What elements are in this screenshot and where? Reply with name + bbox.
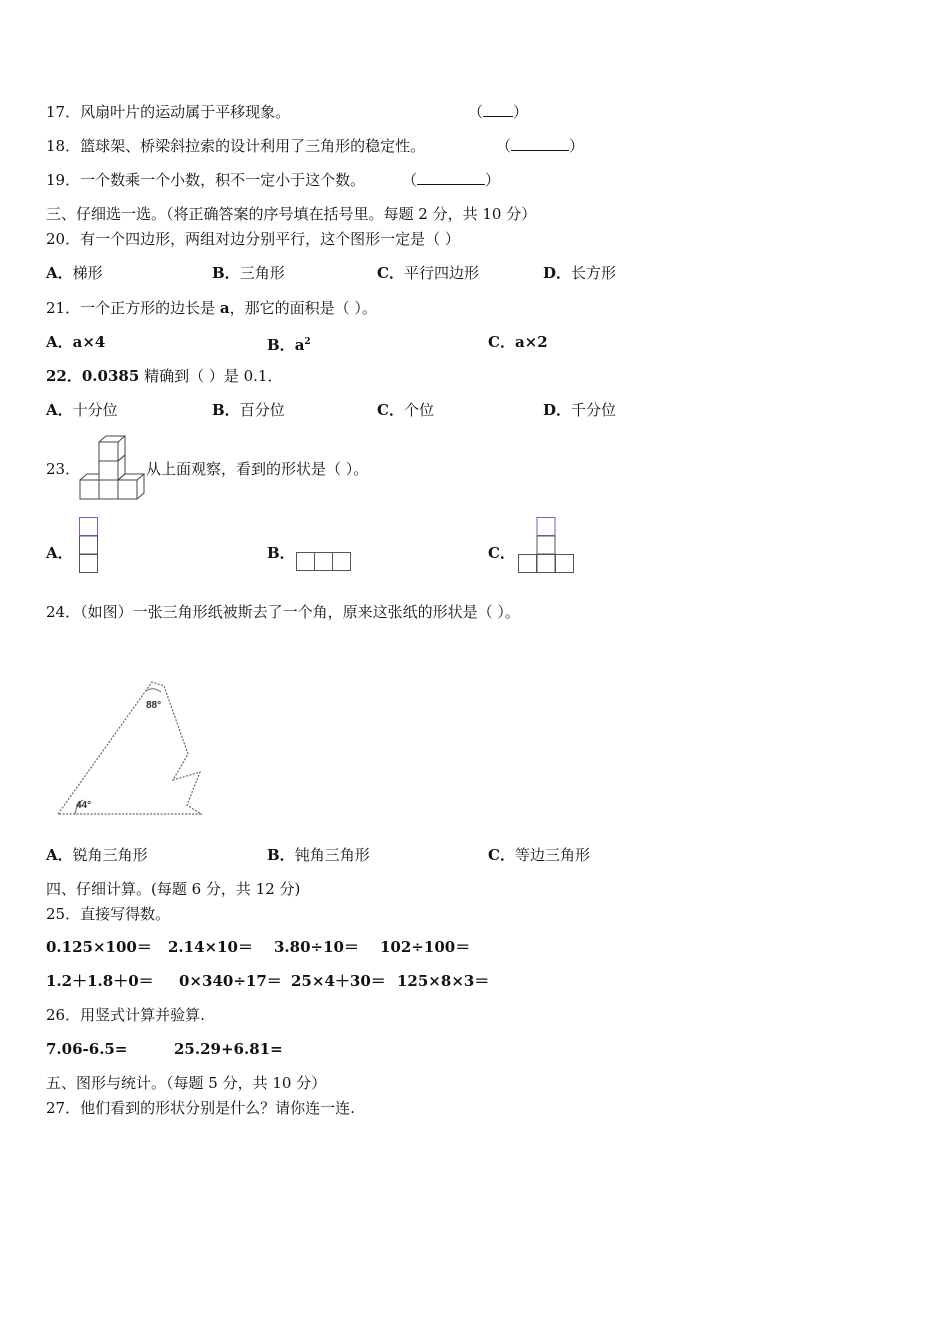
question-22-stem: 22．0.0385 精确到（ ）是 0.1． [46,367,283,385]
calc-2: 2.14×10＝ [168,938,253,956]
question-19 [46,170,365,190]
question-17 [46,102,290,122]
cube-stack-figure [78,434,148,502]
paren-open: （ [496,137,512,155]
q18-answer[interactable] [496,136,584,156]
section-3-title: 三、仔细选一选。（将正确答案的序号填在括号里。每题 2 分，共 10 分） [46,205,537,223]
paren-close: ） [485,171,501,189]
q23-num: 23． [46,460,81,478]
vertical-calc-2: 25.29+6.81= [174,1040,283,1058]
angle-bottom-label: 44° [76,800,92,811]
q17-answer[interactable] [468,102,528,122]
question-23-stem: 从上面观察，看到的形状是（ ）。 [146,460,369,478]
paren-close: ） [513,103,529,121]
angle-top-label: 88° [146,700,162,711]
q20-option-a[interactable]: A．梯形 [46,264,103,282]
q24-option-a[interactable]: A．锐角三角形 [46,846,148,864]
q18-num: 18． [46,137,81,155]
q22-option-b[interactable]: B．百分位 [212,401,285,419]
answer-blank[interactable] [417,170,485,185]
question-27-stem: 27．他们看到的形状分别是什么？请你连一连. [46,1099,355,1117]
section-4-title: 四、仔细计算。(每题 6 分，共 12 分) [46,880,301,898]
torn-triangle-figure [55,676,215,821]
vertical-calc-1: 7.06-6.5= [46,1040,128,1058]
q23-option-a-figure[interactable] [79,517,99,575]
q23-option-b-figure[interactable] [296,552,354,572]
q23-option-b-label[interactable]: B． [267,544,295,562]
paren-close: ） [569,137,585,155]
q24-option-b[interactable]: B．钝角三角形 [267,846,370,864]
q19-answer[interactable] [402,170,500,190]
question-20-stem: 20．有一个四边形，两组对边分别平行，这个图形一定是（ ） [46,230,460,248]
question-18 [46,136,425,156]
q21-option-b[interactable]: B．$a^2$ [267,336,311,354]
calc-3: 3.80÷10＝ [274,938,359,956]
question-26-stem: 26．用竖式计算并验算. [46,1006,205,1024]
q22-option-d[interactable]: D．千分位 [543,401,617,419]
q23-option-a-label[interactable]: A． [46,544,73,562]
q23-option-c-label[interactable]: C． [488,544,515,562]
q20-option-b[interactable]: B．三角形 [212,264,285,282]
section-5-title: 五、图形与统计。（每题 5 分，共 10 分） [46,1074,327,1092]
q20-option-d[interactable]: D．长方形 [543,264,617,282]
question-21-stem: 21．一个正方形的边长是 a，那它的面积是（ ）。 [46,299,377,317]
q20-option-c[interactable]: C．平行四边形 [377,264,479,282]
calc-6: 0×340÷17＝ [179,972,282,990]
q23-option-c-figure[interactable] [518,517,576,575]
q17-text: 风扇叶片的运动属于平移现象。 [80,103,291,121]
paren-open: （ [402,171,418,189]
calc-4: 102÷100＝ [380,938,471,956]
calc-1: 0.125×100＝ [46,938,152,956]
q18-text: 篮球架、桥梁斜拉索的设计利用了三角形的稳定性。 [80,137,426,155]
q22-option-c[interactable]: C．个位 [377,401,434,419]
calc-5: 1.2＋1.8＋0＝ [46,972,154,990]
paren-open: （ [468,103,484,121]
q17-num: 17． [46,103,81,121]
question-25-stem: 25．直接写得数。 [46,905,171,923]
q21-option-c[interactable]: C．a×2 [488,333,548,351]
calc-8: 125×8×3＝ [397,972,490,990]
calc-7: 25×4＋30＝ [291,972,386,990]
question-24-stem: 24．（如图）一张三角形纸被斯去了一个角，原来这张纸的形状是（ ）。 [46,603,520,621]
answer-blank[interactable] [511,136,569,151]
q22-option-a[interactable]: A．十分位 [46,401,118,419]
answer-blank[interactable] [483,102,513,117]
q24-option-c[interactable]: C．等边三角形 [488,846,590,864]
q21-option-a[interactable]: A．a×4 [46,333,106,351]
q19-num: 19． [46,171,81,189]
q19-text: 一个数乘一个小数，积不一定小于这个数。 [80,171,366,189]
